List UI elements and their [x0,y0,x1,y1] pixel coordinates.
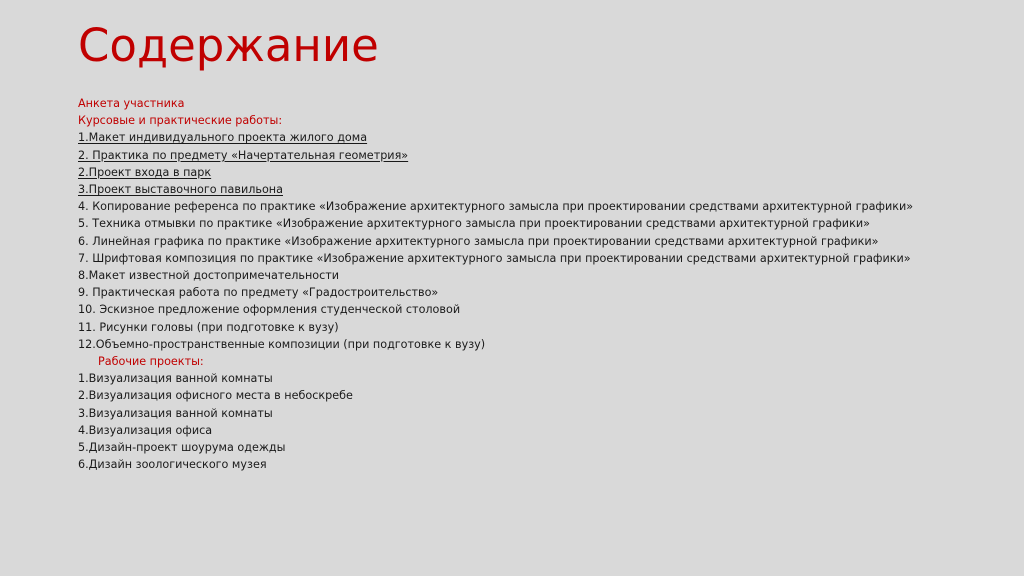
list-item-working-projects-heading: Рабочие проекты: [98,355,204,369]
list-item-link[interactable]: 2.Проект входа в парк [78,165,212,179]
contents-list [78,95,958,473]
list-item: 6.Дизайн зоологического музея [78,458,267,472]
list-item-link[interactable]: 2. Практика по предмету «Начертательная геометрия» [78,148,409,162]
list-item: 5. Техника отмывки по практике «Изображение архитектурного замысла при проектировании средствами архитектурной графики» [78,217,870,231]
list-item: 7. Шрифтовая композиция по практике «Изображение архитектурного замысла при проектировании средствами архитектурной графики» [78,251,911,265]
list-item: 8.Макет известной достопримечательности [78,269,340,283]
list-item: 3.Визуализация ванной комнаты [78,406,273,420]
list-item: 11. Рисунки головы (при подготовке к вузу) [78,320,339,334]
slide-title: Содержание [78,19,379,72]
list-item: 6. Линейная графика по практике «Изображение архитектурного замысла при проектировании средствами архитектурной графики» [78,234,879,248]
list-item: 10. Эскизное предложение оформления студенческой столовой [78,303,461,317]
list-item-link[interactable]: 1.Макет индивидуального проекта жилого дома [78,131,368,145]
list-item: 2.Визуализация офисного места в небоскребе [78,389,353,403]
list-item: 9. Практическая работа по предмету «Градостроительство» [78,286,439,300]
list-item: 4.Визуализация офиса [78,423,213,437]
list-item: 12.Объемно-пространственные композиции (при подготовке к вузу) [78,337,486,351]
list-item-course-works-heading: Курсовые и практические работы: [78,114,283,128]
list-item: 4. Копирование референса по практике «Изображение архитектурного замысла при проектировании средствами архитектурной графики» [78,200,914,214]
list-item-link[interactable]: 3.Проект выставочного павильона [78,183,283,197]
list-item-participant-form: Анкета участника [78,97,185,110]
list-item: 1.Визуализация ванной комнаты [78,372,273,386]
list-item: 5.Дизайн-проект шоурума одежды [78,441,286,455]
